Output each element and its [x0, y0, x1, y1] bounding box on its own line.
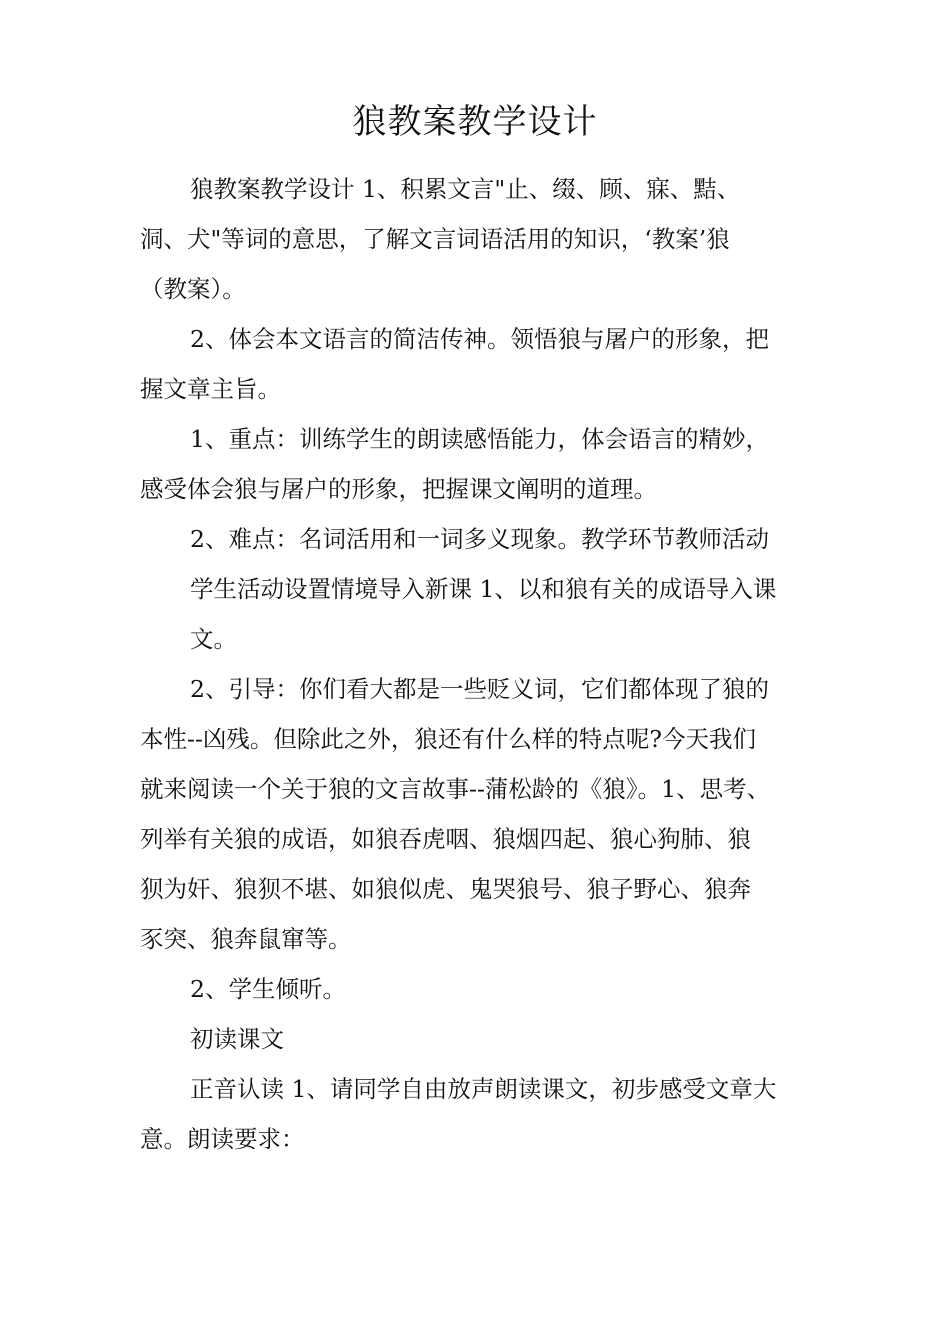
text-line: 狈为奸、狼狈不堪、如狼似虎、鬼哭狼号、狼子野心、狼奔: [140, 875, 751, 903]
text-line: 就来阅读一个关于狼的文言故事--蒲松龄的《狼》。1、思考、: [140, 775, 771, 803]
text-line: （教案）。: [140, 275, 246, 303]
text-line: 1、重点：训练学生的朗读感悟能力，体会语言的精妙，: [190, 425, 769, 453]
text-line: 豕突、狼奔鼠窜等。: [140, 925, 352, 953]
text-line: 正音认读 1、请同学自由放声朗读课文，初步感受文章大: [190, 1075, 777, 1103]
text-line: 2、体会本文语言的简洁传神。领悟狼与屠户的形象，把: [190, 325, 769, 353]
text-line: 2、学生倾听。: [190, 975, 346, 1003]
text-line: 列举有关狼的成语，如狼吞虎咽、狼烟四起、狼心狗肺、狼: [140, 825, 751, 853]
text-line: 狼教案教学设计 1、积累文言"止、缀、顾、寐、黠、: [190, 175, 741, 203]
text-line: 洞、犬"等词的意思，了解文言词语活用的知识，‘教案’狼: [140, 225, 730, 253]
text-line: 2、难点：名词活用和一词多义现象。教学环节教师活动: [190, 525, 769, 553]
text-line: 2、引导：你们看大都是一些贬义词，它们都体现了狼的: [190, 675, 769, 703]
text-line: 学生活动设置情境导入新课 1、以和狼有关的成语导入课: [190, 575, 777, 603]
text-line: 握文章主旨。: [140, 375, 281, 403]
text-line: 意。朗读要求：: [140, 1125, 305, 1153]
text-line: 文。: [190, 625, 237, 653]
text-line: 感受体会狼与屠户的形象，把握课文阐明的道理。: [140, 475, 657, 503]
section-heading: 初读课文: [190, 1025, 284, 1053]
page-title: 狼教案教学设计: [352, 102, 598, 142]
text-line: 本性--凶残。但除此之外，狼还有什么样的特点呢?今天我们: [140, 725, 756, 753]
